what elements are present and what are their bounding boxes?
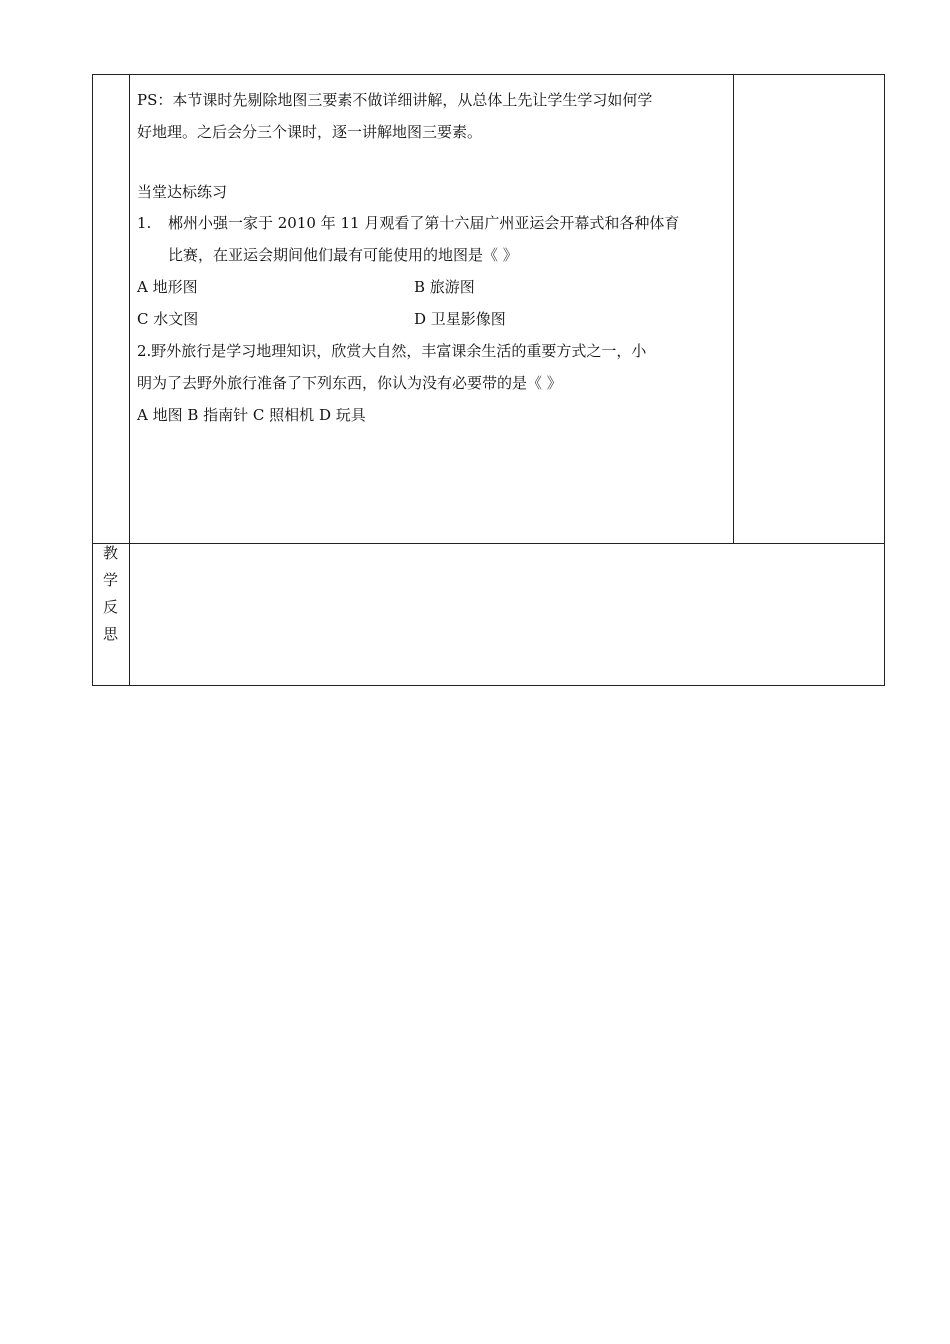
reflection-label-char-4: 思 <box>102 625 118 643</box>
note-line-1: PS：本节课时先剔除地图三要素不做详细讲解，从总体上先让学生学习如何学 <box>137 91 653 109</box>
reflection-label-char-1: 教 <box>102 544 118 562</box>
column-divider-label <box>129 74 130 686</box>
row-divider <box>92 543 885 544</box>
table-border-left <box>92 74 93 686</box>
question-1-number: 1. <box>137 214 152 232</box>
reflection-label-char-3: 反 <box>102 598 118 616</box>
lesson-table <box>92 74 885 686</box>
note-line-2: 好地理。之后会分三个课时，逐一讲解地图三要素。 <box>137 123 483 141</box>
column-divider-notes <box>733 74 734 544</box>
question-1-line-2: 比赛，在亚运会期间他们最有可能使用的地图是《 》 <box>168 246 518 264</box>
reflection-label-char-2: 学 <box>102 571 118 589</box>
table-border-right <box>884 74 885 686</box>
table-border-top <box>92 74 885 75</box>
question-1-option-a: A 地形图 <box>137 278 198 296</box>
question-2-options: A 地图 B 指南针 C 照相机 D 玩具 <box>137 406 366 424</box>
question-2-line-2: 明为了去野外旅行准备了下列东西，你认为没有必要带的是《 》 <box>137 374 562 392</box>
question-2-line-1: 2.野外旅行是学习地理知识，欣赏大自然，丰富课余生活的重要方式之一，小 <box>137 342 647 360</box>
question-1-option-c: C 水文图 <box>137 310 199 328</box>
table-border-bottom <box>92 685 885 686</box>
practice-title: 当堂达标练习 <box>137 183 228 201</box>
question-1-option-b: B 旅游图 <box>414 278 475 296</box>
question-1-option-d: D 卫星影像图 <box>414 310 506 328</box>
question-1-line-1: 郴州小强一家于 2010 年 11 月观看了第十六届广州亚运会开幕式和各种体育 <box>168 214 680 232</box>
